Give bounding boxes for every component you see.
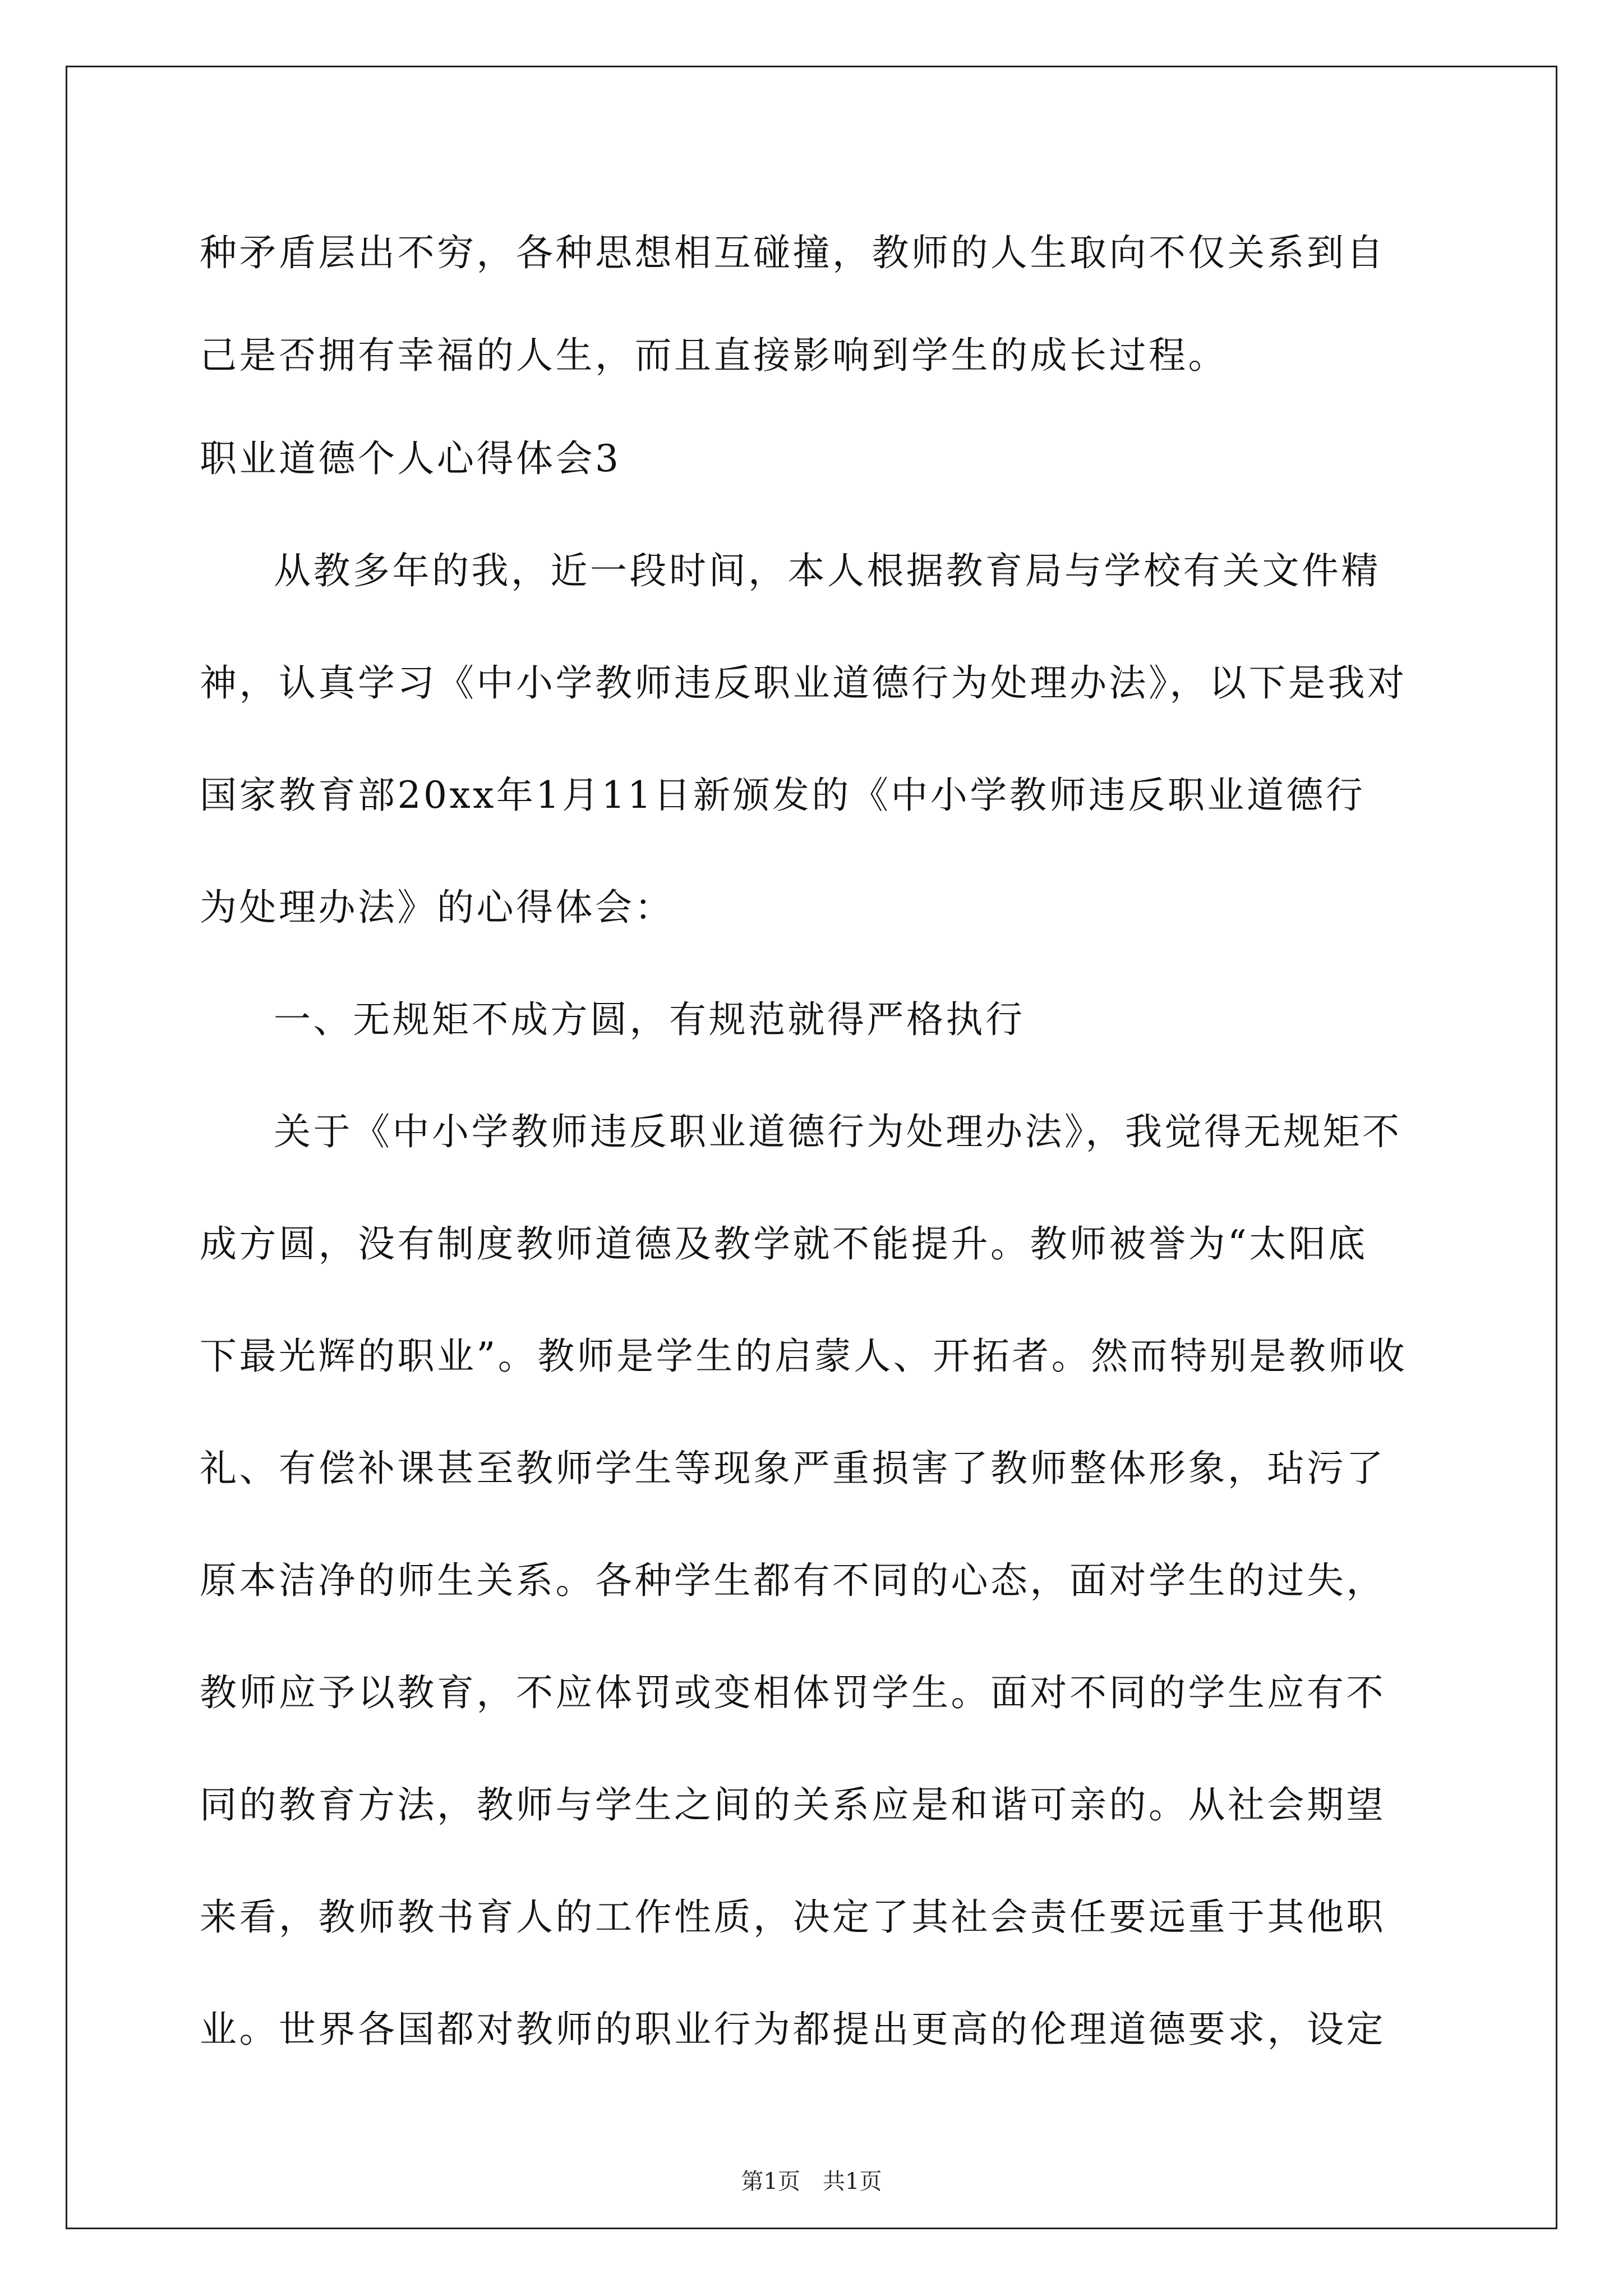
text-line: 来看，教师教书育人的工作性质，决定了其社会责任要远重于其他职 <box>200 1895 1386 1939</box>
text-line: 从教多年的我，近一段时间，本人根据教育局与学校有关文件精 <box>274 549 1381 592</box>
text-line: 己是否拥有幸福的人生，而且直接影响到学生的成长过程。 <box>200 334 1228 377</box>
text-line: 同的教育方法，教师与学生之间的关系应是和谐可亲的。从社会期望 <box>200 1783 1386 1826</box>
section-heading: 职业道德个人心得体会3 <box>200 437 621 480</box>
text-line: 教师应予以教育，不应体罚或变相体罚学生。面对不同的学生应有不 <box>200 1671 1386 1714</box>
text-line: 业。世界各国都对教师的职业行为都提出更高的伦理道德要求，设定 <box>200 2008 1386 2051</box>
subheading: 一、无规矩不成方圆，有规范就得严格执行 <box>274 998 1025 1041</box>
text-line: 国家教育部20xx年1月11日新颁发的《中小学教师违反职业道德行 <box>200 774 1366 817</box>
text-line: 礼、有偿补课甚至教师学生等现象严重损害了教师整体形象，玷污了 <box>200 1447 1386 1490</box>
text-line: 成方圆，没有制度教师道德及教学就不能提升。教师被誉为“太阳底 <box>200 1222 1368 1266</box>
text-line: 神，认真学习《中小学教师违反职业道德行为处理办法》，以下是我对 <box>200 661 1407 705</box>
text-line: 为处理办法》的心得体会： <box>200 886 674 929</box>
text-line: 关于《中小学教师违反职业道德行为处理办法》，我觉得无规矩不 <box>274 1110 1402 1153</box>
text-line: 下最光辉的职业”。教师是学生的启蒙人、开拓者。然而特别是教师收 <box>200 1335 1408 1378</box>
text-line: 种矛盾层出不穷，各种思想相互碰撞，教师的人生取向不仅关系到自 <box>200 231 1386 274</box>
page-number-footer: 第1页 共1页 <box>741 2169 882 2194</box>
text-line: 原本洁净的师生关系。各种学生都有不同的心态，面对学生的过失， <box>200 1559 1386 1602</box>
